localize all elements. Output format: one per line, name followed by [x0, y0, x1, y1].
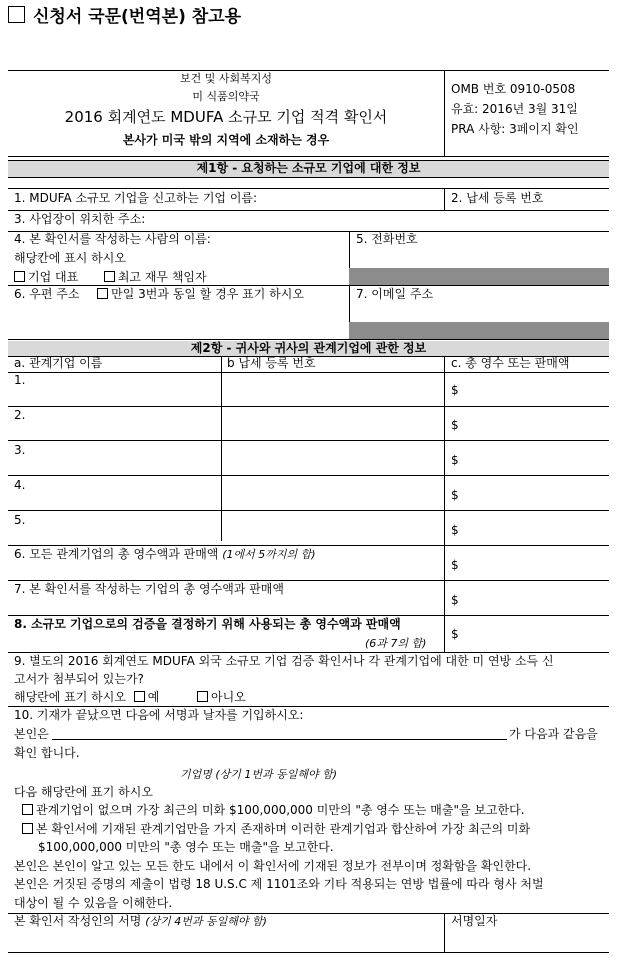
table-row-number: 2. — [14, 408, 26, 422]
divider — [444, 188, 445, 210]
divider — [8, 210, 609, 211]
divider — [8, 706, 609, 707]
signature-date-label: 서명일자 — [451, 914, 498, 928]
divider — [8, 285, 609, 286]
confirm-text: 확인 합니다. — [14, 746, 80, 760]
pra-notice: PRA 사항: 3페이지 확인 — [451, 122, 579, 136]
divider — [8, 339, 609, 340]
table-row-number: 1. — [14, 373, 26, 387]
currency-sign: $ — [451, 627, 459, 641]
statement-penalty-cont: 대상이 될 수 있음을 이해한다. — [14, 896, 173, 910]
signature-label: 본 확인서 작성인의 서명 (상기 4번과 동일해야 함) — [14, 914, 267, 928]
divider — [8, 580, 609, 581]
statement-accuracy: 본인은 본인이 알고 있는 모든 한도 내에서 이 확인서에 기재된 정보가 전부이며 정확함을 확인한다. — [14, 859, 532, 873]
expiry-date: 유효: 2016년 3월 31일 — [451, 102, 578, 116]
question-9-options: 해당란에 표기 하시오 예 아니오 — [14, 690, 246, 704]
divider — [444, 70, 445, 156]
col-affiliate-name: a. 관계기업 이름 — [14, 356, 103, 370]
divider — [8, 615, 609, 616]
statement-penalty: 본인은 거짓된 증명의 제출이 법령 18 U.S.C 제 1101조와 기타 적용되는 연방 법률에 따라 형사 처벌 — [14, 877, 544, 891]
divider — [8, 952, 609, 953]
currency-sign: $ — [451, 418, 459, 432]
divider — [444, 913, 445, 952]
question-10-text: 10. 기재가 끝났으면 다음에 서명과 날자를 기입하시오: — [14, 708, 304, 722]
currency-sign: $ — [451, 593, 459, 607]
preparer-name-label: 4. 본 확인서를 작성하는 사람의 이름: — [14, 232, 211, 246]
divider — [8, 156, 609, 157]
table-row-number: 4. — [14, 478, 26, 492]
preparer-role-options: 기업 대표 최고 재무 책임자 — [14, 270, 207, 285]
divider — [8, 188, 609, 189]
divider — [8, 440, 609, 441]
mark-note: 해당칸에 표시 하시오 — [14, 251, 126, 265]
question-9-text-cont: 고서가 첨부되어 있는가? — [14, 672, 144, 686]
ceo-checkbox[interactable] — [14, 271, 25, 282]
checkbox-icon — [8, 6, 25, 23]
divider — [8, 475, 609, 476]
divider — [8, 510, 609, 511]
shaded-cell — [349, 268, 609, 285]
section1-title: 제1항 - 요청하는 소규모 기업에 대한 정보 — [196, 161, 421, 175]
company-total-label: 7. 본 확인서를 작성하는 기업의 총 영수액과 판매액 — [14, 582, 284, 596]
shaded-cell — [349, 322, 609, 339]
self-label: 본인은 — [14, 727, 49, 741]
combined-total-label: 8. 소규모 기업으로의 검증을 결정하기 위해 사용되는 총 영수액과 판매액 — [14, 617, 401, 631]
agency-name: 보건 및 사회복지성 — [179, 72, 272, 85]
divider — [8, 406, 609, 407]
tax-id-label: 2. 납세 등록 번호 — [451, 191, 544, 205]
option-listed-affiliates-cont: $100,000,000 미만의 "총 영수 또는 매출"을 보고한다. — [38, 840, 334, 854]
divider — [8, 177, 609, 178]
omb-number: OMB 번호 0910-0508 — [451, 82, 576, 96]
currency-sign: $ — [451, 383, 459, 397]
divider — [221, 356, 222, 541]
choose-note: 다음 해당란에 표기 하시오 — [14, 785, 153, 799]
company-name-note: 기업명 (상기 1번과 동일해야 함) — [180, 768, 338, 781]
currency-sign: $ — [451, 558, 459, 572]
page-title: 신청서 국문(번역본) 참고용 — [8, 6, 241, 28]
mailing-address-label: 6. 우편 주소 만일 3번과 동일 할 경우 표기 하시오 — [14, 287, 304, 301]
affiliates-total-label: 6. 모든 관계기업의 총 영수액과 판매액 (1에서 5까지의 합) — [14, 547, 316, 561]
option-no-affiliates: 관계기업이 없으며 가장 최근의 미화 $100,000,000 미만의 "총 영수 또는 매출"을 보고한다. — [22, 803, 525, 818]
divider — [8, 652, 609, 653]
company-name-label: 1. MDUFA 소규모 기업을 신고하는 기업 이름: — [14, 191, 258, 205]
currency-sign: $ — [451, 523, 459, 537]
divider — [8, 372, 609, 373]
question-9-text: 9. 별도의 2016 회계연도 MDUFA 외국 소규모 기업 검증 확인서나 각 관계기업에 대한 미 연방 소득 신 — [14, 654, 554, 668]
phone-label: 5. 전화번호 — [356, 232, 418, 246]
form-title: 2016 회계연도 MDUFA 소규모 기업 적격 확인서 — [64, 108, 388, 126]
divider — [8, 545, 609, 546]
no-checkbox[interactable] — [197, 691, 208, 702]
currency-sign: $ — [451, 453, 459, 467]
divider — [444, 356, 445, 652]
cfo-checkbox[interactable] — [104, 271, 115, 282]
company-name-line[interactable] — [52, 739, 507, 740]
same-as-3-checkbox[interactable] — [97, 288, 108, 299]
no-affiliates-checkbox[interactable] — [22, 804, 33, 815]
self-label-tail: 가 다음과 같음을 — [509, 727, 598, 741]
combined-total-note: (6과 7의 합) — [365, 637, 427, 650]
address-label: 3. 사업장이 위치한 주소: — [14, 212, 146, 226]
yes-checkbox[interactable] — [134, 691, 145, 702]
sub-agency-name: 미 식품의약국 — [192, 90, 260, 103]
form-subtitle: 본사가 미국 밖의 지역에 소재하는 경우 — [122, 133, 330, 147]
table-row-number: 3. — [14, 443, 26, 457]
table-row-number: 5. — [14, 513, 26, 527]
currency-sign: $ — [451, 488, 459, 502]
option-listed-affiliates: 본 확인서에 기재된 관계기업만을 가지 존재하며 이러한 관계기업과 합산하여 가장 최근의 미화 — [22, 822, 530, 837]
col-tax-id: b 납세 등록 번호 — [227, 356, 316, 370]
section2-title: 제2항 - 귀사와 귀사의 관계기업에 관한 정보 — [190, 341, 427, 355]
email-label: 7. 이메일 주소 — [356, 287, 434, 301]
listed-affiliates-checkbox[interactable] — [22, 823, 33, 834]
col-total-receipts: c. 총 영수 또는 판매액 — [451, 356, 570, 370]
